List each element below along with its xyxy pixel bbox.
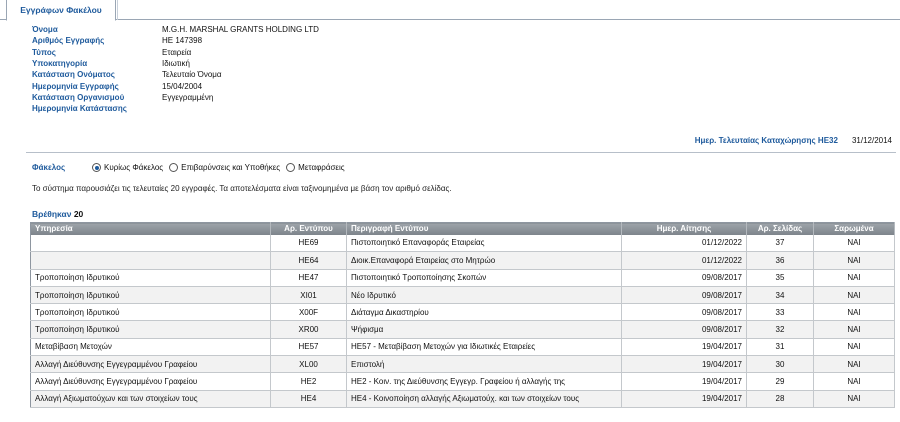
detail-label: Αριθμός Εγγραφής	[32, 36, 105, 46]
company-details	[32, 24, 319, 114]
column-header[interactable]: Σαρωμένα	[814, 223, 895, 235]
table-cell: Νέο Ιδρυτικό	[347, 286, 622, 303]
column-header[interactable]: Ημερ. Αίτησης	[622, 223, 747, 235]
tab-folder-documents[interactable]: Εγγράφων Φακέλου	[6, 0, 116, 21]
table-cell: 29	[747, 373, 814, 390]
table-cell: 31	[747, 338, 814, 355]
table-cell: XR00	[271, 321, 347, 338]
table-cell: HE47	[271, 269, 347, 286]
folder-option-label: Επιβαρύνσεις και Υποθήκες	[181, 163, 281, 172]
table-cell: HE57	[271, 338, 347, 355]
detail-value: 15/04/2004	[162, 81, 203, 91]
table-cell: HE69	[271, 235, 347, 252]
table-cell: ΝΑΙ	[814, 252, 895, 269]
table-cell: 19/04/2017	[622, 356, 747, 373]
table-cell: 19/04/2017	[622, 373, 747, 390]
folder-option[interactable]	[169, 163, 280, 172]
table-cell: ΝΑΙ	[814, 269, 895, 286]
detail-label: Ημερομηνία Εγγραφής	[32, 81, 119, 91]
table-row[interactable]	[31, 304, 895, 321]
table-cell: 09/08/2017	[622, 269, 747, 286]
radio-button[interactable]	[286, 163, 295, 172]
detail-label: Κατάσταση Ονόματος	[32, 70, 115, 80]
folder-selector	[32, 163, 351, 172]
column-header[interactable]: Αρ. Σελίδας	[747, 223, 814, 235]
table-cell: 35	[747, 269, 814, 286]
detail-row	[32, 47, 319, 58]
folder-option[interactable]	[286, 163, 344, 172]
detail-label: Κατάσταση Οργανισμού	[32, 92, 125, 102]
table-row[interactable]	[31, 373, 895, 390]
table-row[interactable]	[31, 356, 895, 373]
folder-option-label: Κυρίως Φάκελος	[104, 163, 164, 172]
column-header[interactable]: Περιγραφή Εντύπου	[347, 223, 622, 235]
table-cell: 30	[747, 356, 814, 373]
table-cell: 01/12/2022	[622, 235, 747, 252]
table-cell: Αλλαγή Αξιωματούχων και των στοιχείων τους	[31, 390, 271, 407]
table-cell: X00F	[271, 304, 347, 321]
documents-table	[30, 222, 895, 408]
detail-row	[32, 92, 319, 103]
table-cell: HE2	[271, 373, 347, 390]
table-cell: 19/04/2017	[622, 390, 747, 407]
table-cell: 28	[747, 390, 814, 407]
folder-option[interactable]	[92, 163, 163, 172]
table-cell: 01/12/2022	[622, 252, 747, 269]
table-cell: Πιστοποιητικό Τροποποίησης Σκοπών	[347, 269, 622, 286]
table-cell: ΝΑΙ	[814, 373, 895, 390]
table-cell: 32	[747, 321, 814, 338]
table-cell: Πιστοποιητικό Επαναφοράς Εταιρείας	[347, 235, 622, 252]
detail-row	[32, 24, 319, 35]
table-row[interactable]	[31, 252, 895, 269]
table-row[interactable]	[31, 286, 895, 303]
table-cell: ΝΑΙ	[814, 390, 895, 407]
detail-label: Τύπος	[32, 47, 56, 57]
table-body	[31, 235, 895, 408]
detail-value: Τελευταίο Όνομα	[162, 70, 222, 80]
table-cell: ΝΑΙ	[814, 356, 895, 373]
table-cell	[31, 235, 271, 252]
table-cell: 09/08/2017	[622, 286, 747, 303]
last-registration-label: Ημερ. Τελευταίας Καταχώρησης HE32	[694, 136, 838, 145]
info-text: Το σύστημα παρουσιάζει τις τελευταίες 20 εγγραφές. Τα αποτελέσματα είναι ταξινομημένα με βάση τον αριθμό σελίδας.	[32, 184, 452, 193]
radio-button[interactable]	[169, 163, 178, 172]
last-registration-value: 31/12/2014	[851, 136, 892, 145]
detail-row	[32, 103, 319, 114]
detail-row	[32, 69, 319, 80]
table-cell: Μεταβίβαση Μετοχών	[31, 338, 271, 355]
table-cell	[31, 252, 271, 269]
folder-option-label: Μεταφράσεις	[298, 163, 345, 172]
results-count	[32, 209, 83, 219]
table-cell: 34	[747, 286, 814, 303]
table-row[interactable]	[31, 338, 895, 355]
table-cell: Τροποποίηση Ιδρυτικού	[31, 321, 271, 338]
last-registration	[695, 136, 892, 145]
results-count-value: 20	[73, 209, 84, 219]
table-row[interactable]	[31, 235, 895, 252]
radio-button[interactable]	[92, 163, 101, 172]
table-row[interactable]	[31, 321, 895, 338]
detail-value: HE 147398	[162, 36, 203, 46]
table-cell: ΝΑΙ	[814, 235, 895, 252]
detail-label: Υποκατηγορία	[32, 59, 88, 69]
table-cell: Διάταγμα Δικαστηρίου	[347, 304, 622, 321]
detail-label: Ημερομηνία Κατάστασης	[32, 104, 127, 114]
table-cell: XI01	[271, 286, 347, 303]
table-cell: Αλλαγή Διεύθυνσης Εγγεγραμμένου Γραφείου	[31, 356, 271, 373]
detail-row	[32, 80, 319, 91]
detail-value: Εγγεγραμμένη	[162, 92, 214, 102]
table-cell: XL00	[271, 356, 347, 373]
table-cell: 09/08/2017	[622, 304, 747, 321]
detail-value: M.G.H. MARSHAL GRANTS HOLDING LTD	[162, 25, 319, 35]
tab-separator	[117, 0, 123, 20]
table-header	[31, 223, 895, 235]
table-cell: Τροποποίηση Ιδρυτικού	[31, 269, 271, 286]
table-cell: HE64	[271, 252, 347, 269]
table-cell: HE4	[271, 390, 347, 407]
table-cell: HE57 - Μεταβίβαση Μετοχών για Ιδιωτικές Εταιρείες	[347, 338, 622, 355]
table-cell: Ψήφισμα	[347, 321, 622, 338]
column-header[interactable]: Αρ. Εντύπου	[271, 223, 347, 235]
table-cell: HE4 - Κοινοποίηση αλλαγής Αξιωματούχ. και των στοιχείων τους	[347, 390, 622, 407]
table-cell: ΝΑΙ	[814, 321, 895, 338]
detail-value: Ιδιωτική	[162, 59, 190, 69]
folder-label: Φάκελος	[32, 163, 66, 172]
table-row[interactable]	[31, 390, 895, 407]
table-cell: Τροποποίηση Ιδρυτικού	[31, 286, 271, 303]
table-cell: 19/04/2017	[622, 338, 747, 355]
table-cell: 37	[747, 235, 814, 252]
divider	[26, 152, 896, 153]
table-cell: 33	[747, 304, 814, 321]
table-cell: 36	[747, 252, 814, 269]
detail-value: Εταιρεία	[162, 47, 192, 57]
detail-row	[32, 58, 319, 69]
table-cell: ΝΑΙ	[814, 304, 895, 321]
table-cell: Διοικ.Επαναφορά Εταιρείας στο Μητρώο	[347, 252, 622, 269]
table-cell: HE2 - Κοιν. της Διεύθυνσης Εγγεγρ. Γραφείου ή αλλαγής της	[347, 373, 622, 390]
tab-bar	[0, 0, 900, 20]
column-header[interactable]: Υπηρεσία	[31, 223, 271, 235]
table-cell: Τροποποίηση Ιδρυτικού	[31, 304, 271, 321]
table-cell: ΝΑΙ	[814, 286, 895, 303]
table-cell: 09/08/2017	[622, 321, 747, 338]
table-row[interactable]	[31, 269, 895, 286]
table-cell: Επιστολή	[347, 356, 622, 373]
table-cell: ΝΑΙ	[814, 338, 895, 355]
table-cell: Αλλαγή Διεύθυνσης Εγγεγραμμένου Γραφείου	[31, 373, 271, 390]
detail-label: Όνομα	[32, 25, 58, 35]
detail-row	[32, 35, 319, 46]
results-count-label: Βρέθηκαν	[32, 209, 72, 219]
